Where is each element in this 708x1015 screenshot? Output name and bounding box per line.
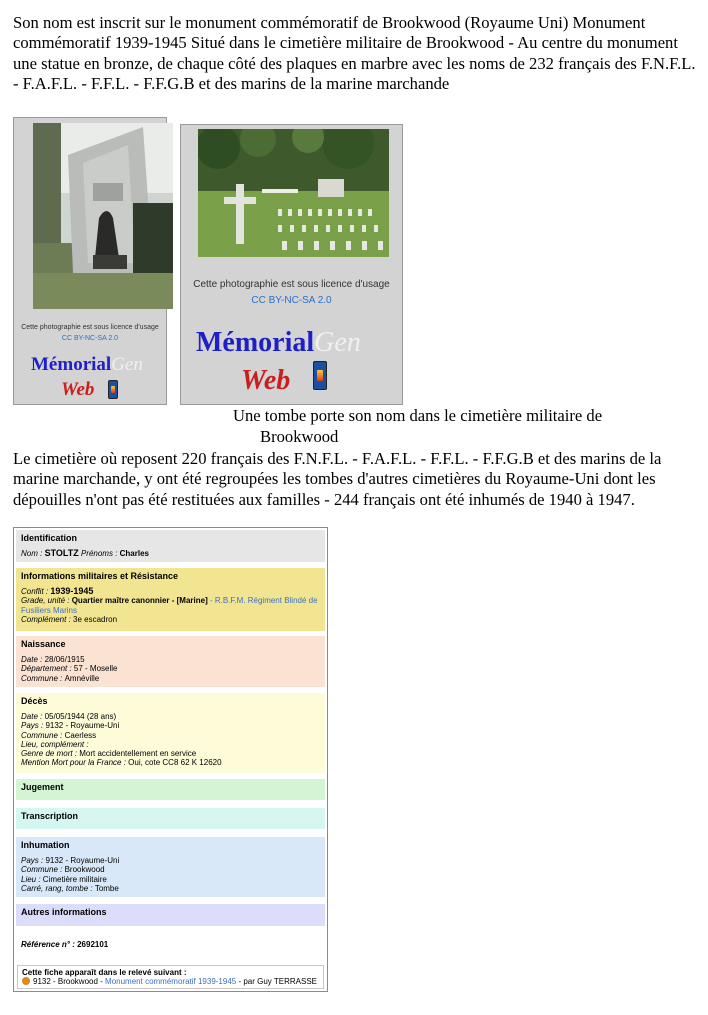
logo-word-web: Web bbox=[241, 365, 291, 396]
cemetery-photo-card[interactable] bbox=[180, 124, 403, 405]
first-name: Charles bbox=[119, 549, 149, 558]
memorial-record-card bbox=[13, 527, 328, 992]
license-text: Cette photographie est sous licence d'usage bbox=[193, 279, 390, 290]
death-type: Mort accidentellement en service bbox=[79, 749, 197, 759]
unit-link[interactable]: - R.B.F.M. Régiment Blindé de bbox=[207, 596, 318, 606]
survey-title: Cette fiche apparaît dans le relevé suivant : bbox=[22, 968, 187, 977]
section-identification: Identification Nom : STOLTZ Prénoms : Charles bbox=[16, 530, 325, 562]
section-title: Décès bbox=[21, 696, 48, 706]
section-judgment bbox=[16, 779, 325, 800]
logo-word-gen: Gen bbox=[314, 327, 361, 358]
survey-reference-box: Cette fiche apparaît dans le relevé suivant : 9132 - Brookwood - Monument commémoratif 1939-1945 - par Guy TERRASSE bbox=[17, 965, 324, 989]
reference-number: Référence n° : 2692101 bbox=[21, 940, 109, 949]
burial-country: 9132 - Royaume-Uni bbox=[45, 856, 120, 865]
mort-pour-la-france: Oui, cote CC8 62 K 12620 bbox=[128, 758, 222, 768]
section-title: Inhumation bbox=[21, 840, 70, 850]
logo-word-memorial: Mémorial bbox=[31, 354, 112, 375]
smartphone-icon bbox=[313, 361, 327, 390]
conflict-value: 1939-1945 bbox=[50, 587, 94, 596]
death-country: 9132 - Royaume-Uni bbox=[45, 721, 120, 731]
photo-caption-line2: Brookwood bbox=[260, 427, 339, 446]
smartphone-icon bbox=[108, 380, 118, 399]
section-title: Naissance bbox=[21, 639, 66, 649]
monument-photo-card[interactable] bbox=[13, 117, 167, 405]
section-title: Informations militaires et Résistance bbox=[21, 571, 179, 581]
license-text: Cette photographie est sous licence d'usage bbox=[21, 324, 159, 331]
survey-link[interactable]: Monument commémoratif 1939-1945 bbox=[105, 977, 237, 987]
birth-department: 57 - Moselle bbox=[73, 664, 118, 674]
memorialgen-logo bbox=[196, 327, 361, 359]
photo-caption-line1: Une tombe porte son nom dans le cimetière militaire de bbox=[233, 406, 603, 425]
logo-word-memorial: Mémorial bbox=[196, 327, 315, 358]
section-title: Jugement bbox=[21, 782, 64, 792]
cemetery-paragraph: Le cimetière où reposent 220 français des F.N.F.L. - F.A.F.L. - F.F.L. - F.F.G.B et des marins de la marine marchande, y ont été regroupées les tombes d'autres cimetières du Royaume-Uni dont les dépouilles n'ont pas été restituées aux familles - 244 français ont été inhumés de 1940 à 1947. bbox=[13, 449, 662, 509]
info-bullet-icon bbox=[22, 977, 30, 985]
death-date: 05/05/1944 (28 ans) bbox=[44, 712, 117, 721]
rank-value: Quartier maître canonnier - [Marine] bbox=[71, 596, 208, 606]
section-other bbox=[16, 904, 325, 926]
intro-paragraph: Son nom est inscrit sur le monument commémoratif de Brookwood (Royaume Uni) Monument commémoratif 1939-1945 Situé dans le cimetière militaire de Brookwood - Au centre du monument une statue en bronze, de chaque côté des plaques en marbre avec les noms de 232 français des F.N.F.L. - F.A.F.L. - F.F.L. - F.F.G.B et des marins de la marine marchande bbox=[13, 13, 696, 93]
last-name: STOLTZ bbox=[44, 549, 79, 558]
license-link[interactable]: CC BY-NC-SA 2.0 bbox=[251, 295, 332, 306]
birth-date: 28/06/1915 bbox=[44, 655, 85, 664]
birth-town: Amnéville bbox=[64, 673, 100, 683]
burial-grave: Tombe bbox=[94, 883, 119, 893]
logo-word-gen: Gen bbox=[111, 354, 143, 375]
section-burial: Inhumation Pays : 9132 - Royaume-Uni Commune : Brookwood Lieu : Cimetière militaire Carré, rang, tombe : Tombe bbox=[16, 837, 325, 897]
complement-value: 3e escadron bbox=[73, 614, 118, 624]
memorialgen-logo bbox=[31, 354, 143, 376]
monument-photo bbox=[33, 123, 173, 309]
section-birth: Naissance Date : 28/06/1915 Département : 57 - Moselle Commune : Amnéville bbox=[16, 636, 325, 687]
section-title: Autres informations bbox=[21, 907, 107, 917]
death-town: Caerless bbox=[64, 730, 97, 740]
logo-word-web: Web bbox=[61, 379, 95, 400]
unit-link-continued[interactable]: Fusiliers Marins bbox=[21, 605, 78, 615]
section-death: Décès Date : 05/05/1944 (28 ans) Pays : 9132 - Royaume-Uni Commune : Caerless Lieu, complément : Genre de mort : Mort accidentellement en service Mention Mort pour la France : Oui, cote CC8 62 K 12620 bbox=[16, 693, 325, 773]
burial-town: Brookwood bbox=[64, 865, 105, 875]
license-link[interactable]: CC BY-NC-SA 2.0 bbox=[61, 335, 119, 342]
section-military: Informations militaires et Résistance Conflit : 1939-1945 Grade, unité : Quartier maître canonnier - [Marine] - R.B.F.M. Régiment Blindé de Fusiliers Marins Complément : 3e escadron bbox=[16, 568, 325, 631]
section-title: Identification bbox=[21, 533, 77, 543]
section-title: Transcription bbox=[21, 811, 79, 821]
section-transcription bbox=[16, 808, 325, 829]
burial-place: Cimetière militaire bbox=[42, 874, 107, 884]
cemetery-photo bbox=[198, 129, 389, 257]
